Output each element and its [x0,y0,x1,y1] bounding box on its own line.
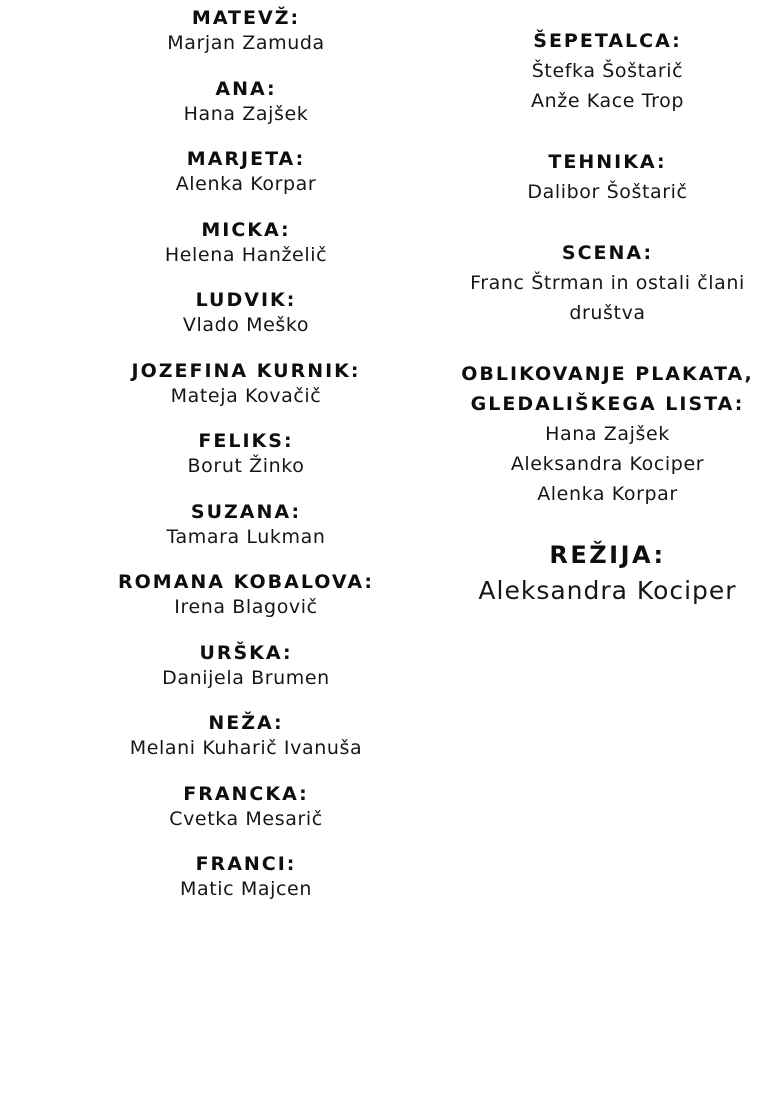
names-group [0,31,492,56]
person-name: Cvetka Mesarič [169,807,323,830]
credit-block [0,500,492,550]
names-group [437,268,778,328]
role-label: ŠEPETALCA: [533,30,682,52]
names-group [0,877,492,902]
director-block [437,540,778,606]
role-label: OBLIKOVANJE PLAKATA, GLEDALIŠKEGA LISTA: [461,363,754,415]
credit-block [0,782,492,832]
names-group [0,525,492,550]
role-label: SCENA: [561,242,654,264]
credit-block [437,147,778,207]
role-label: FELIKS: [198,430,294,452]
person-name: Alenka Korpar [537,483,678,505]
role-label: ANA: [215,77,277,100]
cast-column [0,6,492,923]
person-name: Franc Štrman in ostali člani društva [470,272,745,324]
credit-block [437,238,778,328]
names-group [0,172,492,197]
names-group [0,807,492,832]
person-name: Hana Zajšek [545,423,670,445]
names-group [0,243,492,268]
person-name: Borut Žinko [187,455,305,477]
person-name: Tamara Lukman [166,525,326,548]
role-label: FRANCI: [195,853,297,875]
names-group [437,177,778,207]
credit-block [437,359,778,509]
person-name: Marjan Zamuda [167,32,325,54]
names-group [0,736,492,761]
names-group [0,384,492,409]
role-label: ROMANA KOBALOVA: [118,571,374,593]
role-label: JOZEFINA KURNIK: [131,359,361,382]
role-label: MICKA: [201,218,291,241]
director-person-name: Aleksandra Kociper [478,576,737,605]
person-name: Dalibor Šoštarič [527,181,688,203]
person-name: Alenka Korpar [175,173,317,195]
credit-block [0,147,492,197]
person-name: Štefka Šoštarič [531,60,684,82]
person-name: Irena Blagovič [174,596,318,618]
names-group [0,666,492,691]
person-name: Danijela Brumen [162,666,330,689]
credit-block [0,852,492,902]
credit-block [0,77,492,127]
credit-block [0,359,492,409]
crew-column [437,26,778,606]
person-name: Matic Majcen [180,878,312,900]
person-name: Anže Kace Trop [531,90,684,112]
credit-block [0,711,492,761]
person-name: Hana Zajšek [183,102,309,125]
role-label: MARJETA: [186,148,306,170]
director-role-label: REŽIJA: [549,541,666,569]
credit-block [437,26,778,116]
role-label: URŠKA: [199,641,293,664]
role-label: LUDVIK: [195,289,297,311]
credit-block [0,6,492,56]
names-group [0,454,492,479]
role-label: MATEVŽ: [191,7,301,29]
credit-block [0,218,492,268]
person-name: Aleksandra Kociper [510,453,705,475]
names-group [0,313,492,338]
names-group [0,102,492,127]
credit-block [0,570,492,620]
names-group [0,595,492,620]
names-group [437,419,778,509]
role-label: NEŽA: [208,712,284,734]
person-name: Vlado Meško [182,314,310,336]
person-name: Melani Kuharič Ivanuša [129,737,363,759]
credit-block [0,429,492,479]
crew-blocks [437,26,778,509]
role-label: FRANCKA: [183,782,309,805]
credit-block [0,641,492,691]
person-name: Mateja Kovačič [170,384,322,407]
role-label: TEHNIKA: [548,151,667,173]
person-name: Helena Hanželič [164,243,328,266]
names-group [437,56,778,116]
credit-block [0,288,492,338]
role-label: SUZANA: [190,500,302,523]
